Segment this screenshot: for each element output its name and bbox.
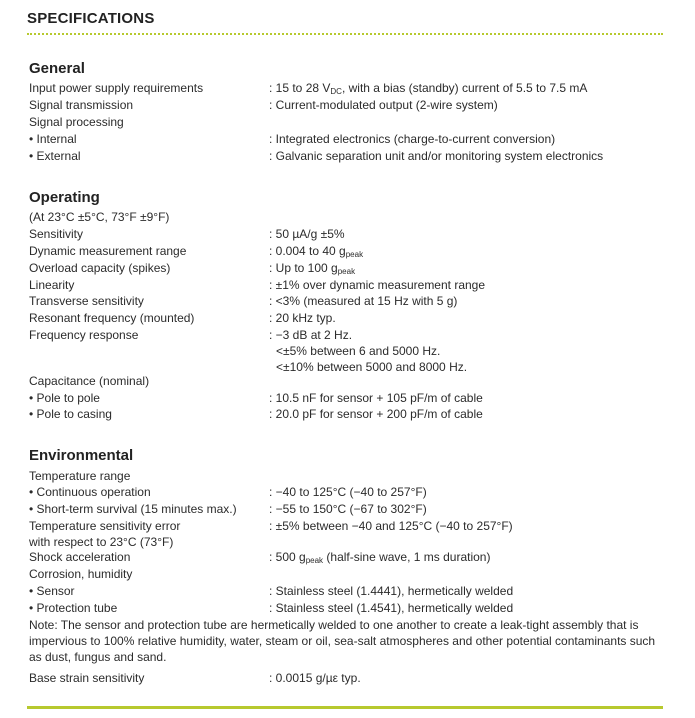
spec-value: : 0.004 to 40 $g_{peak}$ bbox=[269, 244, 364, 259]
spec-label: Transverse sensitivity bbox=[29, 294, 144, 308]
spec-label: Linearity bbox=[29, 278, 75, 292]
spec-value: : 15 to 28 $V_{DC}$, with a bias (standby) current of 5.5 to 7.5 mA bbox=[269, 81, 588, 96]
spec-label: • Pole to casing bbox=[29, 407, 112, 421]
spec-value: : Current-modulated output (2-wire system) bbox=[269, 98, 498, 112]
spec-value: : Up to 100 $g_{peak}$ bbox=[269, 261, 356, 276]
spec-value: : 0.0015 g/µε typ. bbox=[269, 671, 361, 685]
section-heading-general: General bbox=[29, 60, 85, 77]
spec-value: : −3 dB at 2 Hz. <±5% between 6 and 5000 Hz. <±10% between 5000 and 8000 Hz. bbox=[269, 328, 468, 374]
spec-value: : 500 $g_{peak}$ (half-sine wave, 1 ms duration) bbox=[269, 550, 491, 565]
note-paragraph: Note: The sensor and protection tube are hermetically welded to one another to create a leak-tight assembly that is impervious to 100% relative humidity, water, steam or oil, sea-salt atmospheres and other potential contaminants such as dust, fungus and sand. bbox=[29, 618, 656, 664]
spec-label: • Short-term survival (15 minutes max.) bbox=[29, 502, 237, 516]
section-heading-environmental: Environmental bbox=[29, 447, 134, 464]
corrosion-heading: Corrosion, humidity bbox=[29, 567, 133, 581]
spec-value: : 10.5 nF for sensor + 105 pF/m of cable bbox=[269, 391, 483, 405]
spec-value: : 50 µA/g ±5% bbox=[269, 227, 345, 241]
spec-value: : Stainless steel (1.4441), hermetically welded bbox=[269, 584, 514, 598]
spec-label: • External bbox=[29, 149, 81, 163]
bottom-divider bbox=[27, 706, 663, 709]
spec-value: : <3% (measured at 15 Hz with 5 g) bbox=[269, 294, 458, 308]
spec-value: : ±1% over dynamic measurement range bbox=[269, 278, 486, 292]
temperature-range-heading: Temperature range bbox=[29, 469, 131, 483]
spec-value: : Galvanic separation unit and/or monitoring system electronics bbox=[269, 149, 604, 163]
spec-label: • Pole to pole bbox=[29, 391, 100, 405]
spec-label: Overload capacity (spikes) bbox=[29, 261, 171, 275]
spec-label: Input power supply requirements bbox=[29, 81, 204, 95]
spec-label: • Protection tube bbox=[29, 601, 118, 615]
operating-conditions: (At 23°C ±5°C, 73°F ±9°F) bbox=[29, 210, 170, 224]
spec-label: • Internal bbox=[29, 132, 77, 146]
section-heading-operating: Operating bbox=[29, 189, 100, 206]
spec-value: : 20 kHz typ. bbox=[269, 311, 336, 325]
spec-label: Dynamic measurement range bbox=[29, 244, 187, 258]
page-title: SPECIFICATIONS bbox=[27, 10, 155, 27]
spec-value: : −40 to 125°C (−40 to 257°F) bbox=[269, 485, 427, 499]
spec-label: Temperature sensitivity error with respect to 23°C (73°F) bbox=[29, 519, 181, 549]
spec-value: : −55 to 150°C (−67 to 302°F) bbox=[269, 502, 427, 516]
spec-label: Base strain sensitivity bbox=[29, 671, 145, 685]
spec-value: : 20.0 pF for sensor + 200 pF/m of cable bbox=[269, 407, 483, 421]
spec-label: Frequency response bbox=[29, 328, 139, 342]
spec-label: • Continuous operation bbox=[29, 485, 151, 499]
spec-label: Resonant frequency (mounted) bbox=[29, 311, 195, 325]
spec-value: : ±5% between −40 and 125°C (−40 to 257°F) bbox=[269, 519, 513, 533]
capacitance-heading: Capacitance (nominal) bbox=[29, 374, 150, 388]
spec-label: Shock acceleration bbox=[29, 550, 131, 564]
title-divider bbox=[27, 33, 663, 35]
spec-value: : Stainless steel (1.4541), hermetically welded bbox=[269, 601, 514, 615]
spec-label: Sensitivity bbox=[29, 227, 84, 241]
spec-value: : Integrated electronics (charge-to-current conversion) bbox=[269, 132, 556, 146]
spec-label: Signal processing bbox=[29, 115, 124, 129]
spec-label: Signal transmission bbox=[29, 98, 134, 112]
spec-label: • Sensor bbox=[29, 584, 75, 598]
